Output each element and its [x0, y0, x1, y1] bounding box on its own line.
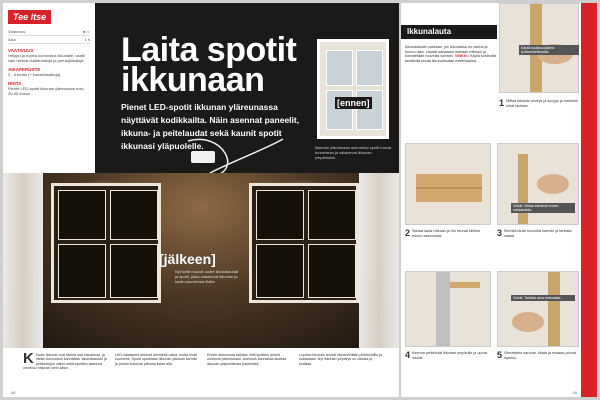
before-photo — [317, 39, 389, 139]
article-lead: Pienet LED-spotit ikkunan yläreunassa näyttävät kodikkailta. Näin asennat paneelit, ikkuna- ja peitelaudat sekä kaunit spotit ikkunasi yläpuolelle. — [121, 102, 300, 151]
curtain — [359, 173, 399, 348]
curtain — [3, 173, 43, 348]
photo-note: Käytä kuulosuojaimia työskennellessäsi. — [519, 45, 579, 55]
body-text — [23, 350, 383, 393]
photo-note: Vinkki: Mittaa kahdesti ennen sahaamista. — [511, 203, 575, 213]
sidebar-heading: AIKAPERUSTE — [8, 67, 41, 72]
window — [249, 183, 359, 303]
sidebar-text: Pienet LED-spotit ikkunan yläreunaan noin 20-40 euroa. — [8, 86, 84, 96]
text-column: Ennen asennusta tarkista, että spottien johdot ulottuvat pistorasiaan. Asennus kannattaa aloittaa ikkunan yläpuolisesta paneelista. — [207, 353, 287, 366]
step-photo-2 — [405, 143, 491, 225]
window-pane — [256, 190, 304, 240]
after-label: [jälkeen] — [159, 251, 216, 267]
magazine-spread — [3, 3, 597, 397]
stat-row — [8, 36, 90, 44]
step-1: 1 Mittaa ikkunan leveys ja syvyys ja merkitse mitat lautaan. — [499, 98, 579, 108]
step-3: 3 Kiinnitä lauta ruuveilla karmiin ja tarkista vaaka. — [497, 228, 572, 238]
window-pane — [356, 50, 383, 86]
sidebar-text: Helppo ja nopea kunnostus ikkunalle, vaatii vain hieman kädentaitoja ja perustyökaluja. — [8, 53, 85, 63]
red-edge-bar — [581, 3, 597, 397]
window-pane — [110, 190, 158, 240]
sidebar-heading: VAATIVUUS — [8, 48, 34, 53]
step-photo-4 — [405, 271, 491, 347]
window — [51, 183, 161, 303]
window-pane — [308, 244, 356, 298]
stat-value: ●○○ — [82, 29, 90, 34]
text-column: Lopuksi ikkunan reunat viimeistellään peitelistoilla ja maalataan. Nyt ikkunan ympärys on valoisa ja kodikas. — [299, 353, 382, 366]
step-4: 4 Asenna peitelistat ikkunan ympärille ja upota naulat. — [405, 350, 487, 360]
sidebar-text: 2 - 4 tuntia (+ kuivumisaikoja). — [8, 72, 62, 77]
tip-label: VINKKI: — [454, 54, 469, 59]
stat-row — [8, 28, 90, 36]
left-page — [3, 3, 399, 397]
sidebar-heading: HINTA — [8, 81, 22, 86]
step-2: 2 Sahaa lauta mittaan ja hio reunat sileiksi ennen asennusta. — [405, 228, 480, 238]
step-photo-5 — [497, 271, 579, 347]
page-number: 48 — [11, 390, 16, 395]
section-tag: Tee itse — [8, 10, 51, 24]
stat-label: Aika — [8, 37, 16, 42]
article-headline — [121, 31, 297, 99]
window-pane — [256, 244, 304, 298]
headline-line: Laita spotit — [121, 31, 297, 69]
step-5: 5 Viimeistele saumat, kitata ja maalaa pinnat lopuksi. — [497, 350, 576, 360]
window-pane — [326, 50, 353, 86]
headline-line: ikkunaan — [121, 61, 265, 99]
right-page — [401, 3, 597, 397]
page-number: 49 — [572, 390, 577, 395]
window-pane — [356, 90, 383, 130]
stat-label: Vaativuus — [8, 29, 26, 34]
window-pane — [308, 190, 356, 240]
after-caption: Nyt kotiin tuovat uudet ikkunalaudat ja spotit, jotka valaisevat ikkunan ja kodin tunnelmaa illalla. — [175, 269, 239, 284]
before-caption: Ikkunan yläreunaan asennetut spotit tuovat tunnelmaa ja valaisevat ikkunan ympäristöä. — [315, 145, 392, 160]
before-label: [ennen] — [337, 98, 370, 108]
window-pane — [110, 244, 158, 298]
stat-value: 1 h — [84, 37, 90, 42]
window-pane — [58, 190, 106, 240]
text-column: K Kodin ikkunat ovat tärkeä osa sisustusta, ja niiden kunnostus kannattaa. Ikkunalaudan ja peitelistojen vaihto sekä spottien asennus onnistuu helposti omin käsin. — [23, 350, 107, 370]
window-pane — [326, 90, 353, 130]
howto-title: Ikkunalauta — [401, 25, 497, 39]
photo-note: Vinkki: Tarkista aina vesivaaka. — [511, 295, 575, 301]
window-pane — [58, 244, 106, 298]
text-column: LED-valaisimet antavat lämmintä valoa, mutta eivät kuumene. Spotit upotetaan ikkunan yläosan karmiin ja johdot kulkevat piilossa listan alla. — [115, 353, 198, 366]
tip-text: Käytä kosteutta kestävää puuta ikkunalaudan materiaalina. — [405, 54, 497, 63]
howto-intro: Ikkunalaudat uusitaan, jos ikkunassa on vanha ja huono laita. Laudat sahataan oikeaan mittaan ja kiinnitetään ruuveilla karmiin. VINKKI: Käytä kosteutta kestävää puuta ikkunalaudan materiaalina. — [405, 45, 497, 63]
drop-cap: K — [23, 350, 34, 367]
